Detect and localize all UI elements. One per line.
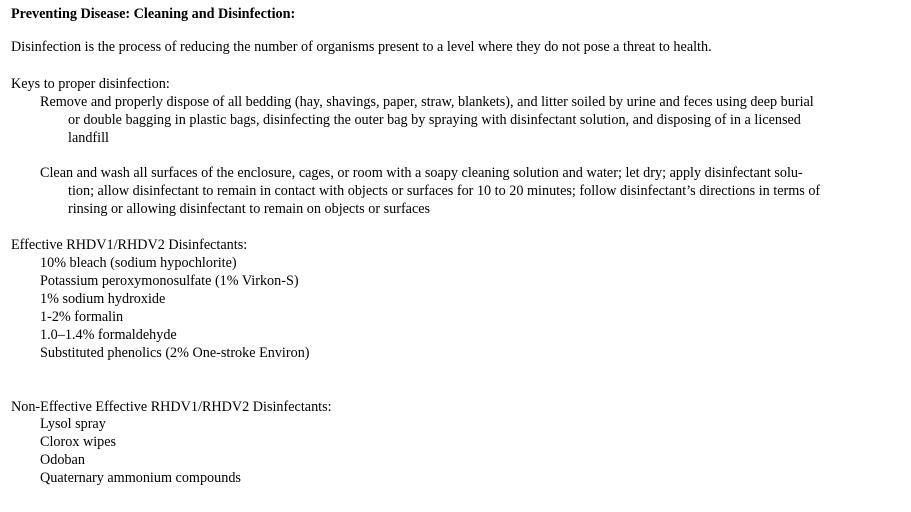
list-item: 1.0–1.4% formaldehyde bbox=[40, 327, 177, 343]
list-item: Clorox wipes bbox=[40, 434, 117, 450]
list-item: Odoban bbox=[40, 452, 85, 468]
key-item-line: landfill bbox=[68, 130, 109, 146]
key-item-line: or double bagging in plastic bags, disinfecting the outer bag by spraying with disinfectant solution, and disposing of in a licensed bbox=[68, 112, 801, 128]
key-item-line: Remove and properly dispose of all bedding (hay, shavings, paper, straw, blankets), and litter soiled by urine and feces using deep burial bbox=[40, 94, 814, 110]
effective-heading: Effective RHDV1/RHDV2 Disinfectants: bbox=[11, 237, 248, 253]
key-item-line: rinsing or allowing disinfectant to remain on objects or surfaces bbox=[68, 201, 431, 217]
list-item: 1% sodium hydroxide bbox=[40, 291, 166, 307]
list-item: Lysol spray bbox=[40, 416, 106, 432]
key-item-line: Clean and wash all surfaces of the enclosure, cages, or room with a soapy cleaning solution and water; let dry; apply disinfectant solu- bbox=[40, 165, 803, 181]
list-item: 1-2% formalin bbox=[40, 309, 124, 325]
page-title: Preventing Disease: Cleaning and Disinfection: bbox=[11, 6, 296, 22]
key-item-line: tion; allow disinfectant to remain in contact with objects or surfaces for 10 to 20 minutes; follow disinfectant’s directions in terms of bbox=[68, 183, 821, 199]
list-item: Quaternary ammonium compounds bbox=[40, 470, 241, 486]
list-item: Substituted phenolics (2% One-stroke Environ) bbox=[40, 345, 310, 361]
intro-paragraph: Disinfection is the process of reducing the number of organisms present to a level where they do not pose a threat to health. bbox=[11, 39, 712, 55]
list-item: 10% bleach (sodium hypochlorite) bbox=[40, 255, 237, 271]
list-item: Potassium peroxymonosulfate (1% Virkon-S) bbox=[40, 273, 299, 289]
noneffective-heading: Non-Effective Effective RHDV1/RHDV2 Disinfectants: bbox=[11, 399, 332, 415]
keys-heading: Keys to proper disinfection: bbox=[11, 76, 170, 92]
